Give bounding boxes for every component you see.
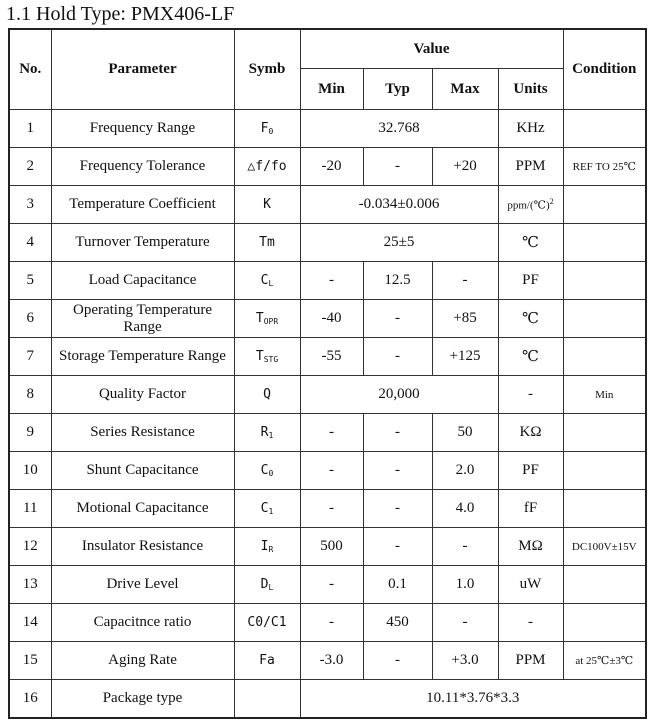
- min-cell: -20: [300, 148, 363, 186]
- max-cell: +125: [432, 338, 498, 376]
- units-cell: MΩ: [498, 528, 563, 566]
- parameter-cell: Load Capacitance: [51, 262, 234, 300]
- parameter-cell: Aging Rate: [51, 642, 234, 680]
- condition-cell: [563, 604, 646, 642]
- row-number: 12: [9, 528, 51, 566]
- table-row: [9, 300, 646, 338]
- row-number: 14: [9, 604, 51, 642]
- table-row: [9, 604, 646, 642]
- table-row: [9, 148, 646, 186]
- value-cell: 20,000: [300, 376, 498, 414]
- condition-cell: [563, 186, 646, 224]
- symbol-cell: C0/C1: [234, 604, 300, 642]
- units-cell: uW: [498, 566, 563, 604]
- row-number: 11: [9, 490, 51, 528]
- parameter-cell: Operating Temperature Range: [51, 300, 234, 338]
- parameter-cell: Series Resistance: [51, 414, 234, 452]
- condition-cell: REF TO 25℃: [563, 148, 646, 186]
- typ-cell: -: [363, 300, 432, 338]
- row-number: 3: [9, 186, 51, 224]
- spec-table: [8, 28, 647, 719]
- symbol-cell: $R_1$: [234, 414, 300, 452]
- max-cell: -: [432, 528, 498, 566]
- table-row: [9, 224, 646, 262]
- condition-cell: [563, 224, 646, 262]
- parameter-cell: Drive Level: [51, 566, 234, 604]
- units-cell: PF: [498, 452, 563, 490]
- typ-cell: -: [363, 414, 432, 452]
- typ-cell: 0.1: [363, 566, 432, 604]
- table-row: [9, 680, 646, 719]
- parameter-cell: Turnover Temperature: [51, 224, 234, 262]
- table-row: [9, 110, 646, 148]
- condition-cell: [563, 452, 646, 490]
- condition-cell: [563, 490, 646, 528]
- header-units: Units: [498, 69, 563, 110]
- max-cell: +20: [432, 148, 498, 186]
- header-max: Max: [432, 69, 498, 110]
- row-number: 13: [9, 566, 51, 604]
- units-cell: fF: [498, 490, 563, 528]
- typ-cell: -: [363, 490, 432, 528]
- min-cell: -: [300, 414, 363, 452]
- table-row: [9, 338, 646, 376]
- parameter-cell: Temperature Coefficient: [51, 186, 234, 224]
- header-value: Value: [300, 29, 563, 69]
- condition-cell: [563, 566, 646, 604]
- value-cell: 25±5: [300, 224, 498, 262]
- max-cell: 2.0: [432, 452, 498, 490]
- table-row: [9, 566, 646, 604]
- condition-cell: [563, 338, 646, 376]
- units-cell: ℃: [498, 338, 563, 376]
- max-cell: 1.0: [432, 566, 498, 604]
- units-cell: PPM: [498, 642, 563, 680]
- row-number: 16: [9, 680, 51, 719]
- condition-cell: [563, 300, 646, 338]
- row-number: 15: [9, 642, 51, 680]
- symbol-cell: $C_L$: [234, 262, 300, 300]
- row-number: 6: [9, 300, 51, 338]
- table-row: [9, 528, 646, 566]
- symbol-subscript: 0: [268, 469, 274, 478]
- value-cell: -0.034±0.006: [300, 186, 498, 224]
- typ-cell: -: [363, 338, 432, 376]
- units-cell: ℃: [498, 224, 563, 262]
- symbol-subscript: L: [268, 583, 274, 592]
- table-row: [9, 642, 646, 680]
- condition-cell: [563, 262, 646, 300]
- parameter-cell: Quality Factor: [51, 376, 234, 414]
- max-cell: -: [432, 604, 498, 642]
- condition-cell: [563, 414, 646, 452]
- max-cell: +3.0: [432, 642, 498, 680]
- value-cell: 32.768: [300, 110, 498, 148]
- condition-cell: DC100V±15V: [563, 528, 646, 566]
- min-cell: 500: [300, 528, 363, 566]
- symbol-cell: Tm: [234, 224, 300, 262]
- units-cell: PF: [498, 262, 563, 300]
- parameter-cell: Motional Capacitance: [51, 490, 234, 528]
- symbol-subscript: OPR: [263, 317, 279, 326]
- min-cell: -: [300, 262, 363, 300]
- package-value-cell: 10.11*3.76*3.3: [300, 680, 646, 719]
- spec-table-body: [9, 110, 646, 719]
- symbol-cell: Q: [234, 376, 300, 414]
- units-cell: ppm/(℃)$^2$: [498, 186, 563, 224]
- max-cell: -: [432, 262, 498, 300]
- row-number: 8: [9, 376, 51, 414]
- symbol-subscript: L: [268, 279, 274, 288]
- symbol-cell: $I_R$: [234, 528, 300, 566]
- symbol-cell: $T_{STG}$: [234, 338, 300, 376]
- typ-cell: 12.5: [363, 262, 432, 300]
- condition-cell: [563, 110, 646, 148]
- max-cell: 50: [432, 414, 498, 452]
- typ-cell: 450: [363, 604, 432, 642]
- units-cell: KHz: [498, 110, 563, 148]
- symbol-cell: △f/fo: [234, 148, 300, 186]
- condition-cell: Min: [563, 376, 646, 414]
- typ-cell: -: [363, 528, 432, 566]
- units-cell: -: [498, 376, 563, 414]
- symbol-subscript: 1: [268, 507, 274, 516]
- parameter-cell: Frequency Tolerance: [51, 148, 234, 186]
- symbol-subscript: 0: [268, 127, 274, 136]
- header-parameter: Parameter: [51, 29, 234, 110]
- units-superscript: 2: [549, 197, 554, 207]
- min-cell: -40: [300, 300, 363, 338]
- min-cell: -3.0: [300, 642, 363, 680]
- header-typ: Typ: [363, 69, 432, 110]
- row-number: 1: [9, 110, 51, 148]
- symbol-cell: K: [234, 186, 300, 224]
- min-cell: -: [300, 566, 363, 604]
- table-row: [9, 186, 646, 224]
- symbol-cell: $T_{OPR}$: [234, 300, 300, 338]
- row-number: 2: [9, 148, 51, 186]
- row-number: 9: [9, 414, 51, 452]
- table-row: [9, 262, 646, 300]
- symbol-subscript: 1: [268, 431, 274, 440]
- parameter-cell: Capacitnce ratio: [51, 604, 234, 642]
- symbol-subscript: R: [268, 545, 274, 554]
- symbol-subscript: STG: [263, 355, 279, 364]
- units-cell: ℃: [498, 300, 563, 338]
- min-cell: -: [300, 452, 363, 490]
- parameter-cell: Storage Temperature Range: [51, 338, 234, 376]
- row-number: 5: [9, 262, 51, 300]
- parameter-cell: Insulator Resistance: [51, 528, 234, 566]
- header-condition: Condition: [563, 29, 646, 110]
- symbol-cell: Fa: [234, 642, 300, 680]
- header-no: No.: [9, 29, 51, 110]
- min-cell: -: [300, 490, 363, 528]
- document-heading: 1.1 Hold Type: PMX406-LF: [6, 3, 235, 25]
- table-row: [9, 452, 646, 490]
- units-cell: KΩ: [498, 414, 563, 452]
- units-cell: -: [498, 604, 563, 642]
- symbol-cell: [234, 680, 300, 719]
- parameter-cell: Package type: [51, 680, 234, 719]
- row-number: 7: [9, 338, 51, 376]
- symbol-cell: $C_1$: [234, 490, 300, 528]
- condition-cell: at 25℃±3℃: [563, 642, 646, 680]
- row-number: 4: [9, 224, 51, 262]
- min-cell: -55: [300, 338, 363, 376]
- table-row: [9, 376, 646, 414]
- symbol-cell: $C_0$: [234, 452, 300, 490]
- table-row: [9, 414, 646, 452]
- header-min: Min: [300, 69, 363, 110]
- parameter-cell: Frequency Range: [51, 110, 234, 148]
- typ-cell: -: [363, 452, 432, 490]
- max-cell: +85: [432, 300, 498, 338]
- typ-cell: -: [363, 148, 432, 186]
- header-symb: Symb: [234, 29, 300, 110]
- max-cell: 4.0: [432, 490, 498, 528]
- symbol-cell: $F_0$: [234, 110, 300, 148]
- symbol-cell: $D_L$: [234, 566, 300, 604]
- parameter-cell: Shunt Capacitance: [51, 452, 234, 490]
- table-row: [9, 490, 646, 528]
- typ-cell: -: [363, 642, 432, 680]
- units-cell: PPM: [498, 148, 563, 186]
- row-number: 10: [9, 452, 51, 490]
- min-cell: -: [300, 604, 363, 642]
